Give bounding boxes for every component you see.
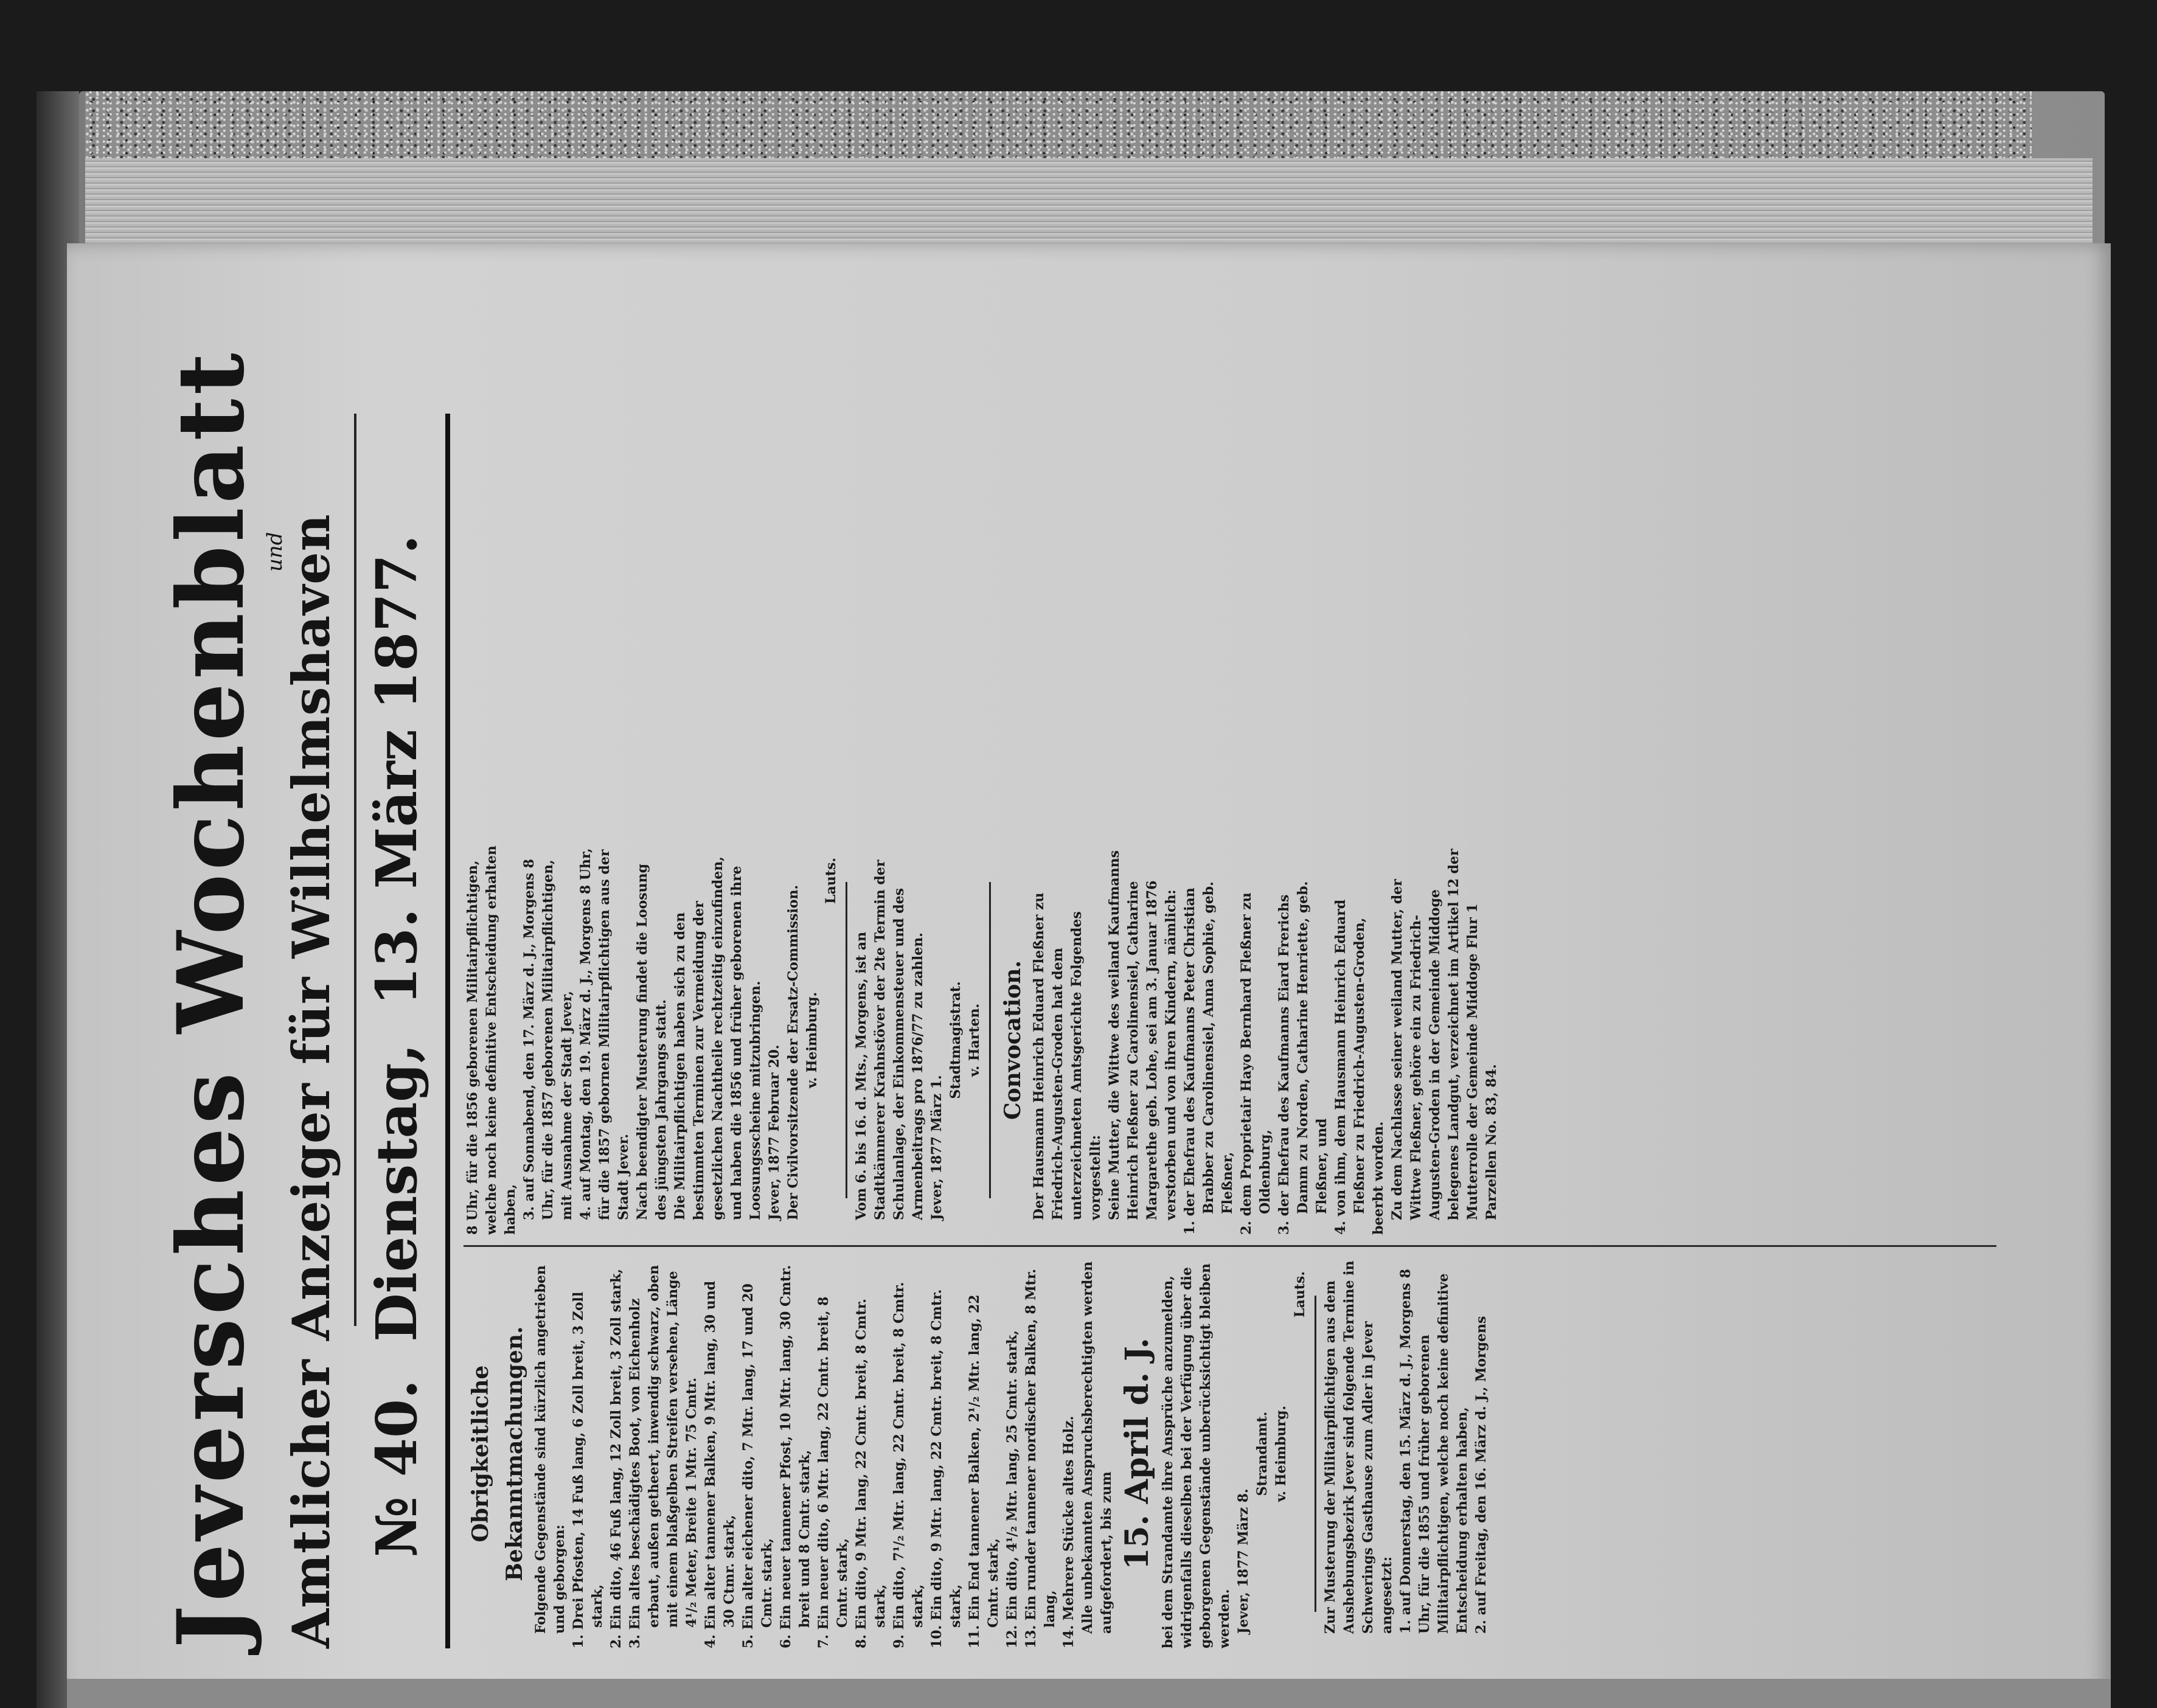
list-item: 9. Ein dito, 7¹/₂ Mtr. lang, 22 Cmtr. breit, 8 Cmtr. stark, [891,1282,926,1648]
section-divider [1315,1296,1316,1612]
paragraph: 4. auf Montag, den 19. März d. J., Morgens 8 Uhr, für die 1857 gebornen Militairpflichtigen aus der Stadt Jever. [578,848,631,1220]
list-item: 1. der Ehefrau des Kaufmanns Peter Christian Brabber zu Carolinensiel, Anna Sophie, geb. Fleßner, [1182,881,1235,1235]
paragraph: 3. auf Sonnabend, den 17. März d. J., Morgens 8 Uhr, für die 1857 geborenen Militairpflichtigen, mit Ausnahme der Stadt Jever, [521,859,575,1220]
list-item: 4. von ihm, dem Hausmann Heinrich Eduard Fleßner zu Friedrich-Augusten-Groden, [1333,899,1367,1235]
list-item: 11. Ein End tannener Balken, 2¹/₂ Mtr. lang, 22 Cmtr. stark, [967,1294,1001,1648]
page-content [147,349,2021,1667]
authority: Strandamt. [1254,1411,1270,1496]
list-item: 14. Mehrere Stücke altes Holz. [1061,1415,1077,1648]
paragraph: 2. auf Freitag, den 16. März d. J., Morgens [1473,1316,1489,1634]
list-item: 2. Ein dito, 46 Fuß lang, 12 Zoll breit, 3 Zoll stark, [608,1268,624,1648]
paragraph: 1. auf Donnerstag, den 15. März d. J., Morgens 8 Uhr, für die 1855 und früher geborenen Militairpflichtigen, welche noch keine definitive Entscheidung erhalten haben, [1398,1269,1470,1634]
list-item: 13. Ein runder tannener nordischer Balken, 8 Mtr. lang, [1023,1268,1058,1648]
section-divider [846,882,847,1198]
masthead-und: und [263,532,287,572]
authority: Der Civilvorsitzende der Ersatz-Commission. [785,884,801,1220]
list-item: 3. der Ehefrau des Kaufmanns Eiard Frerichs Damm zu Norden, Catharine Henriette, geb. Fleßner, und [1276,881,1330,1235]
paragraph: Der Hausmann Heinrich Eduard Fleßner zu Friedrich-Augusten-Groden hat dem unterzeichneten Amtsgerichte Folgendes vorgestellt: [1031,892,1103,1220]
paragraph: Vom 6. bis 16. d. Mts., Morgens, ist an Stadtkämmerer Krahnstöver der 2te Termin der Schulanlage, der Einkommensteuer und des Armenbeitrags pro 1876/77 zu zahlen. [853,859,926,1220]
signature: v. Harten. [967,1003,982,1077]
issue-number: № 40. [364,1379,429,1557]
list-item: 8. Ein dito, 9 Mtr. lang, 22 Cmtr. breit, 8 Cmtr. stark, [853,1298,888,1648]
list-item: 2. dem Proprietair Hayo Bernhard Fleßner zu Oldenburg, [1238,892,1273,1235]
list-item: 1. Drei Pfosten, 14 Fuß lang, 6 Zoll breit, 3 Zoll stark, [571,1291,605,1648]
list-item: 4. Ein alter tannener Balken, 9 Mtr. lang, 30 und 30 Ctmr. stark, [703,1280,737,1648]
signature-lauts: Lauts. [823,858,839,904]
deadline-date: 15. April d. J. [1119,1338,1156,1570]
paragraph: Nach beendigter Musterung findet die Loosung des jüngsten Jahrgangs statt. [634,864,669,1220]
masthead-subtitle: Amtlicher Anzeiger für Wilhelmshaven [281,513,341,1648]
issue-weekday: Dienstag, [364,1043,429,1342]
list-item: 5. Ein alter eichener dito, 7 Mtr. lang, 17 und 20 Cmtr. stark, [740,1283,775,1648]
issue-line [360,401,433,1557]
next-page-edge [67,1679,2111,1708]
column-separator [464,1245,1996,1247]
signature: v. Heimburg. [804,991,820,1089]
section-heading: Obrigkeitliche Bekanntmachungen. [468,1326,527,1581]
list-item: 12. Ein dito, 4¹/₂ Mtr. lang, 25 Cmtr. stark, [1004,1330,1020,1648]
header-rule [445,414,450,1648]
section-divider [989,882,991,1198]
issue-date: 13. März 1877. [364,535,429,1006]
summons-text-2: bei dem Strandamte ihre Ansprüche anzumelden, widrigenfalls dieselben bei der Verfügung über die geborgenen Gegenstände unberücksichtigt bleiben werden. [1160,1263,1232,1648]
list-item: 7. Ein neuer dito, 6 Mtr. lang, 22 Cmtr. breit, 8 Cmtr. stark, [816,1296,850,1648]
paragraph: Die Militairpflichtigen haben sich zu den bestimmten Terminen zur Vermeidung der gesetzlichen Nachtheile rechtzeitig einzufinden, und haben die 1856 und früher geborenen ihre Loosungsscheine mitzubringen. [672,856,763,1220]
place-date: Jever, 1877 März 1. [929,1075,945,1220]
paragraph: Seine Mutter, die Wittwe des weiland Kaufmanns Heinrich Fleßner zu Carolinensiel, Catharine Margarethe geb. Lohe, sei am 3. Januar 1876 verstorben und von ihren Kindern, nämlich: [1106,850,1179,1220]
authority: Stadtmagistrat. [948,981,964,1099]
paragraph: Zu dem Nachlasse seiner weiland Mutter, der Wittwe Fleßner, gehöre ein zu Friedrich-Augusten-Groden in der Gemeinde Middoge belegenes Landgut, verzeichnet im Artikel 12 der Mutterrolle der Gemeinde Middoge Flur 1 Parzellen No. 83, 84. [1389,849,1499,1220]
place-date: Jever, 1877 März 8. [1235,1488,1251,1634]
paragraph: 8 Uhr, für die 1856 geborenen Militairpflichtigen, welche noch keine definitive Entscheidung erhalten haben, [465,845,518,1235]
list-item: 6. Ein neuer tannener Pfost, 10 Mtr. lang, 30 Cmtr. breit und 8 Cmtr. stark, [778,1265,813,1648]
paragraph: Zur Musterung der Militairpflichtigen aus dem Aushebungsbezirk Jever sind folgende Termine in Schwerings Gasthause zum Adler in Jever angesetzt: [1322,1260,1395,1634]
summons-text: Alle unbekannten Anspruchsberechtigten werden aufgefordert, bis zum [1080,1261,1114,1634]
paragraph: beerbt worden. [1370,1121,1386,1235]
signature: v. Heimburg. [1273,1405,1289,1502]
signature-lauts: Lauts. [1292,1271,1308,1317]
masthead-rule [354,414,356,1326]
list-item: 3. Ein altes beschädigtes Boot, von Eichenholz erbaut, außen getheert, inwendig schwarz, oben mit einem blaßgelben Streifen versehen, Länge 4¹/₂ Meter, Breite 1 Mtr. 75 Cmtr. [627,1265,700,1648]
list-item: 10. Ein dito, 9 Mtr. lang, 22 Cmtr. breit, 8 Cmtr. stark, [929,1289,964,1648]
masthead-title: Jeversches Wochenblatt [158,349,265,1648]
place-date: Jever, 1877 Februar 20. [766,1044,782,1220]
column-2 [464,845,1996,1235]
section-heading: Convocation. [1000,960,1026,1120]
intro-text: Folgende Gegenstände sind kürzlich angetrieben und geborgen: [533,1265,568,1634]
column-1 [464,1259,1996,1648]
